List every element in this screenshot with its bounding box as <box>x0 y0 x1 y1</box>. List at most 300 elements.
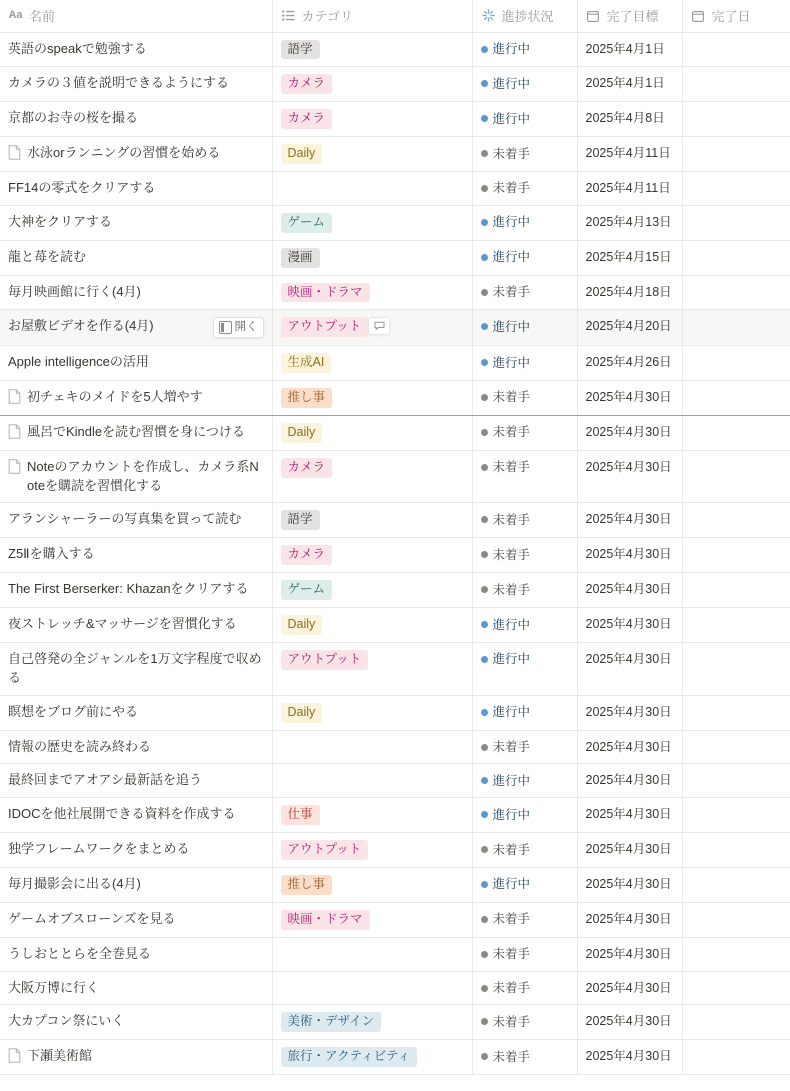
cell-status[interactable] <box>472 642 577 695</box>
cell-done-date[interactable] <box>682 764 790 798</box>
cell-done-date[interactable] <box>682 573 790 608</box>
table-row[interactable] <box>0 608 790 643</box>
table-row[interactable] <box>0 32 790 67</box>
status-badge <box>481 806 531 824</box>
cell-name[interactable] <box>0 764 272 798</box>
cell-name[interactable] <box>0 937 272 971</box>
table-row[interactable] <box>0 867 790 902</box>
table-row[interactable] <box>0 240 790 275</box>
status-badge <box>481 703 531 721</box>
status-label: 進行中 <box>492 41 531 56</box>
row-title: Noteのアカウントを作成し、カメラ系Noteを購読を習慣化する <box>27 458 259 493</box>
cell-done-date[interactable] <box>682 381 790 416</box>
cell-due-date[interactable] <box>577 538 682 573</box>
due-date-value: 2025年4月1日 <box>585 76 665 91</box>
cell-category[interactable] <box>272 67 472 102</box>
cell-name[interactable] <box>0 381 272 416</box>
cell-status[interactable] <box>472 798 577 833</box>
cell-due-date[interactable] <box>577 137 682 172</box>
cell-done-date[interactable] <box>682 1005 790 1040</box>
status-dot-icon <box>481 80 488 87</box>
status-badge <box>481 772 531 790</box>
cell-done-date[interactable] <box>682 695 790 730</box>
status-dot-icon <box>481 656 488 663</box>
row-title: FF14の零式をクリアする <box>8 180 156 195</box>
table-row[interactable] <box>0 137 790 172</box>
category-tag: Daily <box>281 703 323 723</box>
cell-name[interactable] <box>0 415 272 450</box>
table-row[interactable] <box>0 730 790 764</box>
status-badge <box>481 110 531 128</box>
cell-done-date[interactable] <box>682 32 790 67</box>
table-row[interactable] <box>0 450 790 503</box>
row-title: 毎月映画館に行く(4月) <box>8 283 141 299</box>
open-button-label: 開く <box>234 321 258 334</box>
status-label: 未着手 <box>492 912 531 927</box>
row-title: お屋敷ビデオを作る(4月) <box>8 318 154 334</box>
comment-icon[interactable] <box>368 317 390 335</box>
status-dot-icon <box>481 881 488 888</box>
cell-category[interactable] <box>272 240 472 275</box>
cell-due-date[interactable] <box>577 573 682 608</box>
cell-category[interactable] <box>272 381 472 416</box>
cell-name[interactable] <box>0 275 272 310</box>
cell-due-date[interactable] <box>577 503 682 538</box>
status-label: 未着手 <box>492 547 531 562</box>
cell-done-date[interactable] <box>682 642 790 695</box>
cell-name[interactable] <box>0 137 272 172</box>
cell-status[interactable] <box>472 867 577 902</box>
category-tag: カメラ <box>281 458 333 478</box>
cell-due-date[interactable] <box>577 730 682 764</box>
cell-category[interactable] <box>272 937 472 971</box>
status-label: 未着手 <box>492 460 531 475</box>
calendar-icon <box>586 10 601 22</box>
cell-name[interactable] <box>0 32 272 67</box>
cell-category[interactable] <box>272 1040 472 1075</box>
cell-name[interactable] <box>0 730 272 764</box>
cell-status[interactable] <box>472 608 577 643</box>
cell-due-date[interactable] <box>577 695 682 730</box>
due-date-value: 2025年4月30日 <box>585 582 672 597</box>
due-date-value: 2025年4月30日 <box>585 1014 672 1029</box>
table-row[interactable] <box>0 503 790 538</box>
status-label: 進行中 <box>492 617 531 632</box>
cell-category[interactable] <box>272 798 472 833</box>
status-dot-icon <box>481 916 488 923</box>
cell-category[interactable] <box>272 642 472 695</box>
cell-done-date[interactable] <box>682 798 790 833</box>
status-dot-icon <box>481 323 488 330</box>
cell-category[interactable] <box>272 730 472 764</box>
status-dot-icon <box>481 951 488 958</box>
table-row[interactable] <box>0 67 790 102</box>
cell-category[interactable] <box>272 137 472 172</box>
cell-status[interactable] <box>472 1040 577 1075</box>
cell-due-date[interactable] <box>577 32 682 67</box>
cell-status[interactable] <box>472 102 577 137</box>
status-label: 進行中 <box>492 877 531 892</box>
status-dot-icon <box>481 985 488 992</box>
category-tag: ゲーム <box>281 580 333 600</box>
category-tag: Daily <box>281 144 323 164</box>
cell-status[interactable] <box>472 346 577 381</box>
status-label: 未着手 <box>492 425 531 440</box>
row-title: 初チェキのメイドを5人増やす <box>27 389 203 405</box>
status-dot-icon <box>481 846 488 853</box>
cell-due-date[interactable] <box>577 642 682 695</box>
cell-done-date[interactable] <box>682 415 790 450</box>
cell-status[interactable] <box>472 833 577 868</box>
cell-name[interactable] <box>0 346 272 381</box>
column-header-label: 完了日 <box>711 9 751 25</box>
status-badge <box>481 318 531 336</box>
cell-done-date[interactable] <box>682 275 790 310</box>
cell-category[interactable] <box>272 573 472 608</box>
row-title: 夜ストレッチ&マッサージを習慣化する <box>8 616 237 632</box>
due-date-value: 2025年4月15日 <box>585 249 672 264</box>
table-row[interactable] <box>0 1005 790 1040</box>
cell-due-date[interactable] <box>577 798 682 833</box>
cell-due-date[interactable] <box>577 310 682 346</box>
status-badge <box>481 145 531 163</box>
due-date-value: 2025年4月11日 <box>585 181 671 195</box>
cell-name[interactable] <box>0 172 272 206</box>
row-title: Z5Ⅱを購入する <box>8 546 95 562</box>
cell-due-date[interactable] <box>577 867 682 902</box>
row-title: Apple intelligenceの活用 <box>8 354 149 370</box>
column-header-label: カテゴリ <box>301 9 353 25</box>
category-tag: アウトプット <box>281 840 369 860</box>
cell-status[interactable] <box>472 1005 577 1040</box>
cell-category[interactable] <box>272 310 472 346</box>
cell-status[interactable] <box>472 415 577 450</box>
cell-due-date[interactable] <box>577 450 682 503</box>
row-title: The First Berserker: Khazanをクリアする <box>8 581 249 597</box>
table-row[interactable] <box>0 971 790 1005</box>
table-row[interactable] <box>0 764 790 798</box>
due-date-value: 2025年4月30日 <box>585 911 672 926</box>
cell-status[interactable] <box>472 730 577 764</box>
cell-due-date[interactable] <box>577 275 682 310</box>
cell-done-date[interactable] <box>682 1040 790 1075</box>
cell-category[interactable] <box>272 415 472 450</box>
due-date-value: 2025年4月30日 <box>585 1049 672 1064</box>
due-date-value: 2025年4月8日 <box>585 111 665 126</box>
cell-due-date[interactable] <box>577 1040 682 1075</box>
due-date-value: 2025年4月30日 <box>585 651 672 666</box>
table-row[interactable] <box>0 1040 790 1075</box>
status-badge <box>481 179 531 197</box>
open-button[interactable] <box>213 317 264 338</box>
cell-status[interactable] <box>472 971 577 1005</box>
status-label: 未着手 <box>492 512 531 527</box>
table-row[interactable] <box>0 573 790 608</box>
due-date-value: 2025年4月26日 <box>585 355 672 370</box>
cell-status[interactable] <box>472 764 577 798</box>
cell-name[interactable] <box>0 573 272 608</box>
due-date-value: 2025年4月30日 <box>585 704 672 719</box>
due-date-value: 2025年4月30日 <box>585 980 672 995</box>
cell-name[interactable] <box>0 695 272 730</box>
cell-status[interactable] <box>472 695 577 730</box>
status-badge <box>481 546 531 564</box>
cell-category[interactable] <box>272 102 472 137</box>
cell-done-date[interactable] <box>682 538 790 573</box>
status-label: 未着手 <box>492 582 531 597</box>
row-title: 自己啓発の全ジャンルを1万文字程度で収める <box>8 650 262 685</box>
status-badge <box>481 423 531 441</box>
status-dot-icon <box>481 394 488 401</box>
status-label: 未着手 <box>492 390 531 405</box>
cell-status[interactable] <box>472 503 577 538</box>
table-row[interactable] <box>0 798 790 833</box>
cell-done-date[interactable] <box>682 902 790 937</box>
status-label: 進行中 <box>492 807 531 822</box>
table-row[interactable] <box>0 937 790 971</box>
cell-category[interactable] <box>272 1005 472 1040</box>
cell-due-date[interactable] <box>577 102 682 137</box>
cell-status[interactable] <box>472 573 577 608</box>
table-row[interactable] <box>0 381 790 416</box>
row-title: 最終回までアオアシ最新話を追う <box>8 772 202 788</box>
status-label: 進行中 <box>492 111 531 126</box>
cell-name[interactable] <box>0 833 272 868</box>
list-icon <box>281 10 296 21</box>
cell-name[interactable] <box>0 867 272 902</box>
cell-category[interactable] <box>272 538 472 573</box>
cell-done-date[interactable] <box>682 310 790 346</box>
table-row[interactable] <box>0 102 790 137</box>
status-label: 未着手 <box>492 1049 531 1064</box>
row-title: 大阪万博に行く <box>8 979 100 995</box>
cell-status[interactable] <box>472 240 577 275</box>
status-dot-icon <box>481 709 488 716</box>
column-header-label: 進捗状況 <box>501 9 554 25</box>
column-header-due-date[interactable] <box>577 0 682 32</box>
table-row[interactable] <box>0 172 790 206</box>
cell-done-date[interactable] <box>682 346 790 381</box>
cell-category[interactable] <box>272 172 472 206</box>
cell-due-date[interactable] <box>577 346 682 381</box>
status-badge <box>481 1013 531 1031</box>
status-badge <box>481 1048 531 1066</box>
status-dot-icon <box>481 777 488 784</box>
cell-category[interactable] <box>272 32 472 67</box>
cell-name[interactable] <box>0 102 272 137</box>
table-row[interactable] <box>0 833 790 868</box>
cell-done-date[interactable] <box>682 730 790 764</box>
status-dot-icon <box>481 811 488 818</box>
column-header-name[interactable] <box>0 0 272 32</box>
cell-name[interactable] <box>0 971 272 1005</box>
category-tag: アウトプット <box>281 650 369 670</box>
cell-status[interactable] <box>472 137 577 172</box>
cell-category[interactable] <box>272 275 472 310</box>
cell-done-date[interactable] <box>682 137 790 172</box>
status-badge <box>481 841 531 859</box>
category-tag: Daily <box>281 615 323 635</box>
status-badge <box>481 248 531 266</box>
due-date-value: 2025年4月30日 <box>585 547 672 562</box>
cell-done-date[interactable] <box>682 450 790 503</box>
cell-status[interactable] <box>472 450 577 503</box>
cell-name[interactable] <box>0 205 272 240</box>
table-row[interactable] <box>0 346 790 381</box>
cell-done-date[interactable] <box>682 833 790 868</box>
cell-due-date[interactable] <box>577 172 682 206</box>
cell-status[interactable] <box>472 381 577 416</box>
cell-category[interactable] <box>272 764 472 798</box>
table-row[interactable] <box>0 275 790 310</box>
status-label: 未着手 <box>492 146 531 161</box>
cell-due-date[interactable] <box>577 1005 682 1040</box>
row-title: 風呂でKindleを読む習慣を身につける <box>27 423 245 439</box>
column-header-status[interactable] <box>472 0 577 32</box>
row-title: 下瀬美術館 <box>27 1048 93 1064</box>
category-tag: 推し事 <box>281 388 333 408</box>
cell-due-date[interactable] <box>577 902 682 937</box>
cell-name[interactable] <box>0 1040 272 1075</box>
cell-due-date[interactable] <box>577 764 682 798</box>
status-dot-icon <box>481 744 488 751</box>
status-badge <box>481 283 531 301</box>
cell-done-date[interactable] <box>682 172 790 206</box>
calendar-icon <box>691 10 706 22</box>
cell-category[interactable] <box>272 867 472 902</box>
table-row[interactable] <box>0 310 790 346</box>
table-row[interactable] <box>0 415 790 450</box>
row-title: ゲームオブスローンズを見る <box>8 910 176 926</box>
cell-status[interactable] <box>472 205 577 240</box>
cell-due-date[interactable] <box>577 240 682 275</box>
cell-status[interactable] <box>472 172 577 206</box>
category-tag: 仕事 <box>281 805 320 825</box>
table-row[interactable] <box>0 205 790 240</box>
cell-name[interactable] <box>0 240 272 275</box>
cell-status[interactable] <box>472 67 577 102</box>
cell-name[interactable] <box>0 538 272 573</box>
cell-due-date[interactable] <box>577 937 682 971</box>
cell-due-date[interactable] <box>577 971 682 1005</box>
column-header-category[interactable] <box>272 0 472 32</box>
cell-done-date[interactable] <box>682 102 790 137</box>
status-dot-icon <box>481 1053 488 1060</box>
cell-category[interactable] <box>272 503 472 538</box>
status-badge <box>481 354 531 372</box>
table-row[interactable] <box>0 538 790 573</box>
cell-category[interactable] <box>272 695 472 730</box>
row-title: 毎月撮影会に出る(4月) <box>8 875 141 891</box>
page-icon <box>8 145 22 161</box>
due-date-value: 2025年4月30日 <box>585 617 672 632</box>
cell-done-date[interactable] <box>682 67 790 102</box>
due-date-value: 2025年4月30日 <box>585 390 672 405</box>
status-dot-icon <box>481 185 488 192</box>
cell-due-date[interactable] <box>577 381 682 416</box>
cell-done-date[interactable] <box>682 205 790 240</box>
status-label: 未着手 <box>492 1014 531 1029</box>
category-tag: 映画・ドラマ <box>281 283 370 303</box>
status-badge <box>481 910 531 928</box>
cell-category[interactable] <box>272 205 472 240</box>
cell-name[interactable] <box>0 798 272 833</box>
status-badge <box>481 458 531 476</box>
cell-done-date[interactable] <box>682 971 790 1005</box>
category-tag: 生成AI <box>281 353 332 373</box>
status-badge <box>481 213 531 231</box>
cell-category[interactable] <box>272 902 472 937</box>
status-dot-icon <box>481 254 488 261</box>
page-icon <box>8 424 22 440</box>
cell-done-date[interactable] <box>682 240 790 275</box>
cell-name[interactable] <box>0 67 272 102</box>
status-dot-icon <box>481 359 488 366</box>
cell-category[interactable] <box>272 608 472 643</box>
category-tag: アウトプット <box>281 317 369 337</box>
cell-done-date[interactable] <box>682 608 790 643</box>
cell-status[interactable] <box>472 275 577 310</box>
due-date-value: 2025年4月30日 <box>585 773 672 788</box>
cell-name[interactable] <box>0 310 272 346</box>
row-title: うしおととらを全巻見る <box>8 945 152 961</box>
category-tag: 映画・ドラマ <box>281 910 370 930</box>
cell-due-date[interactable] <box>577 415 682 450</box>
cell-name[interactable] <box>0 1005 272 1040</box>
cell-name[interactable] <box>0 902 272 937</box>
status-badge <box>481 650 531 668</box>
cell-name[interactable] <box>0 642 272 695</box>
due-date-value: 2025年4月30日 <box>585 876 672 891</box>
cell-done-date[interactable] <box>682 503 790 538</box>
cell-category[interactable] <box>272 346 472 381</box>
cell-status[interactable] <box>472 902 577 937</box>
table-row[interactable] <box>0 695 790 730</box>
cell-status[interactable] <box>472 937 577 971</box>
cell-status[interactable] <box>472 538 577 573</box>
status-dot-icon <box>481 150 488 157</box>
status-dot-icon <box>481 289 488 296</box>
row-title: 水泳orランニングの習慣を始める <box>27 145 221 161</box>
status-badge <box>481 875 531 893</box>
table-row[interactable] <box>0 642 790 695</box>
cell-due-date[interactable] <box>577 608 682 643</box>
cell-name[interactable] <box>0 450 272 503</box>
column-header-done-date[interactable] <box>682 0 790 32</box>
status-dot-icon <box>481 219 488 226</box>
cell-category[interactable] <box>272 971 472 1005</box>
cell-due-date[interactable] <box>577 205 682 240</box>
cell-done-date[interactable] <box>682 867 790 902</box>
category-tag: 推し事 <box>281 875 333 895</box>
row-title: カメラの３値を説明できるようにする <box>8 75 230 91</box>
cell-due-date[interactable] <box>577 67 682 102</box>
due-date-value: 2025年4月30日 <box>585 842 672 857</box>
status-dot-icon <box>481 586 488 593</box>
due-date-value: 2025年4月30日 <box>585 512 672 527</box>
cell-status[interactable] <box>472 32 577 67</box>
cell-done-date[interactable] <box>682 937 790 971</box>
cell-due-date[interactable] <box>577 833 682 868</box>
cell-category[interactable] <box>272 450 472 503</box>
table-row[interactable] <box>0 902 790 937</box>
status-badge <box>481 40 531 58</box>
cell-status[interactable] <box>472 310 577 346</box>
row-title: 大神をクリアする <box>8 213 113 229</box>
cell-name[interactable] <box>0 608 272 643</box>
cell-category[interactable] <box>272 833 472 868</box>
cell-name[interactable] <box>0 503 272 538</box>
